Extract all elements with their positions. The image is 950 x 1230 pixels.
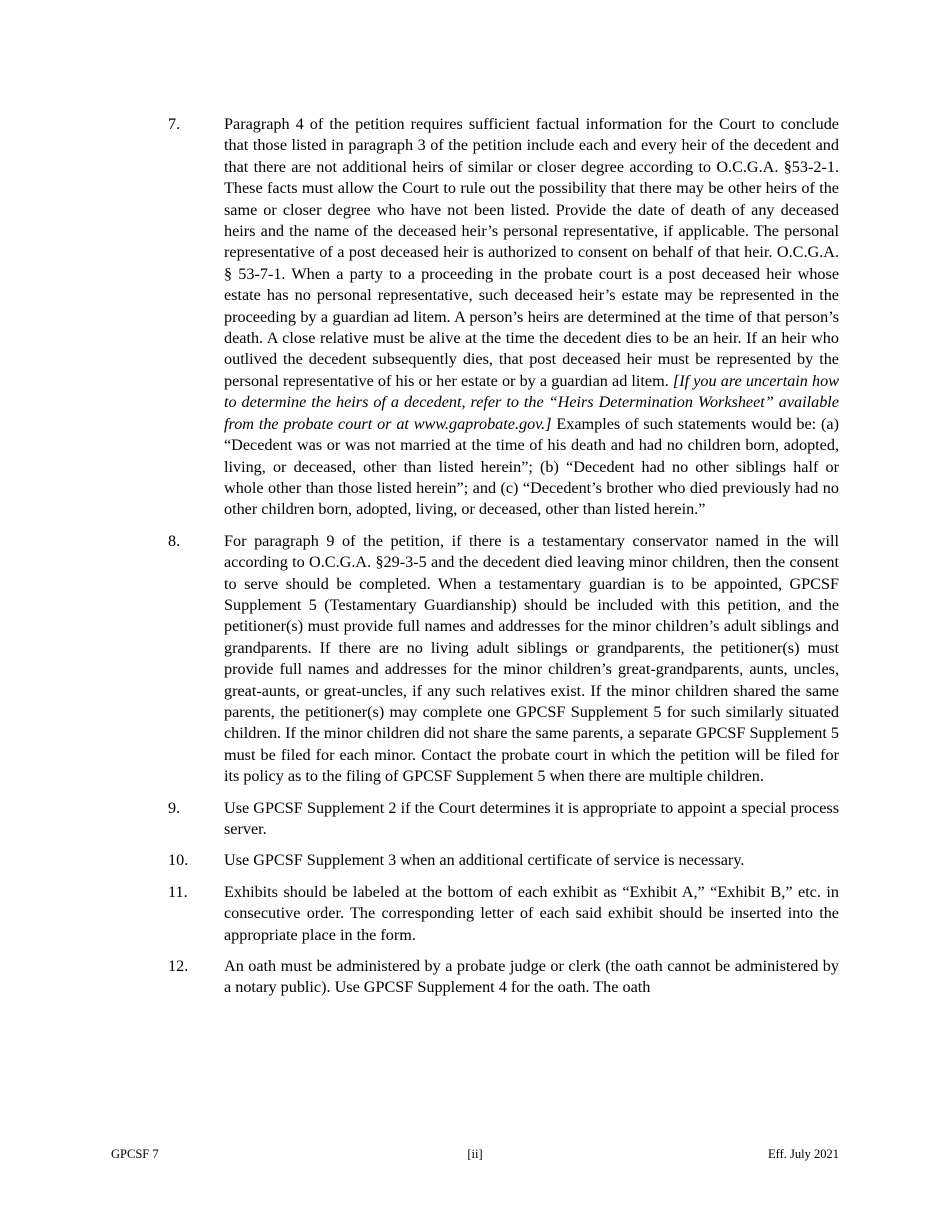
- item-text-part: Examples of such statements would be: (a) “Decedent was or was not married at the time of his death and had no children born, adopted, living, or deceased, other than listed herein”; (b) “Decedent had no other siblings half or whole other than those listed herein”; and (c) “Decedent’s brother who died previously had no other children born, adopted, living, or deceased, other than listed herein.”: [224, 414, 839, 519]
- item-text-italic: [If you are uncertain how to determine the heirs of a decedent, refer to the “Heirs Determination Worksheet” available from the probate court or at www.gaprobate.gov.]: [224, 371, 840, 433]
- instruction-item-7: [168, 114, 839, 521]
- instruction-item-11: [168, 882, 839, 946]
- item-text-part: Paragraph 4 of the petition requires sufficient factual information for the Court to conclude that those listed in paragraph 3 of the petition include each and every heir of the decedent and that there are not additional heirs of similar or closer degree according to O.C.G.A. §53-2-1. These facts must allow the Court to rule out the possibility that there may be other heirs of the same or closer degree who have not been listed. Provide the date of death of any deceased heirs and the name of the deceased heir’s personal representative, if applicable. The personal representative of a post deceased heir is authorized to consent on behalf of that heir. O.C.G.A. § 53-7-1. When a party to a proceeding in the probate court is a post deceased heir whose estate has no personal representative, such deceased heir’s estate may be represented in the proceeding by a guardian ad litem. A person’s heirs are determined at the time of that person’s death. A close relative must be alive at the time the decedent dies to be an heir. If an heir who outlived the decedent subsequently dies, that post deceased heir must be represented by the personal representative of his or her estate or by a guardian ad litem.: [224, 115, 839, 390]
- instruction-list: [168, 114, 839, 1009]
- item-text: Use GPCSF Supplement 2 if the Court determines it is appropriate to appoint a special process server.: [224, 798, 839, 838]
- item-text: For paragraph 9 of the petition, if there is a testamentary conservator named in the will according to O.C.G.A. §29-3-5 and the decedent died leaving minor children, then the consent to serve should be completed. When a testamentary guardian is to be appointed, GPCSF Supplement 5 (Testamentary Guardianship) should be included with this petition, and the petitioner(s) must provide full names and addresses for the minor children’s adult siblings and grandparents. If there are no living adult siblings or grandparents, the petitioner(s) must provide full names and addresses for the minor children’s great-grandparents, aunts, uncles, great-aunts, or great-uncles, if any such relatives exist. If the minor children shared the same parents, the petitioner(s) may complete one GPCSF Supplement 5 for such similarly situated children. If the minor children did not share the same parents, a separate GPCSF Supplement 5 must be filed for each minor. Contact the probate court in which the petition will be filed for its policy as to the filing of GPCSF Supplement 5 when there are multiple children.: [224, 531, 839, 786]
- item-text: [224, 114, 839, 521]
- instruction-item-9: [168, 798, 839, 841]
- item-number: 9.: [168, 798, 181, 817]
- item-text: Exhibits should be labeled at the bottom of each exhibit as “Exhibit A,” “Exhibit B,” etc. in consecutive order. The corresponding letter of each said exhibit should be inserted into the appropriate place in the form.: [224, 882, 839, 944]
- item-text: An oath must be administered by a probate judge or clerk (the oath cannot be administered by a notary public). Use GPCSF Supplement 4 for the oath. The oath: [224, 957, 839, 997]
- footer-form-id: GPCSF 7: [111, 1147, 159, 1161]
- item-number: 11.: [168, 882, 188, 901]
- instruction-item-12: [168, 956, 839, 999]
- item-number: 7.: [168, 115, 181, 133]
- footer-page-number: [ii]: [467, 1147, 483, 1161]
- item-number: 10.: [168, 851, 189, 870]
- item-text: Use GPCSF Supplement 3 when an additional certificate of service is necessary.: [224, 851, 745, 870]
- instruction-item-10: [168, 850, 839, 871]
- item-number: 8.: [168, 531, 181, 550]
- footer-effective-date: Eff. July 2021: [768, 1147, 839, 1161]
- item-number: 12.: [168, 957, 189, 976]
- instruction-item-8: [168, 531, 839, 788]
